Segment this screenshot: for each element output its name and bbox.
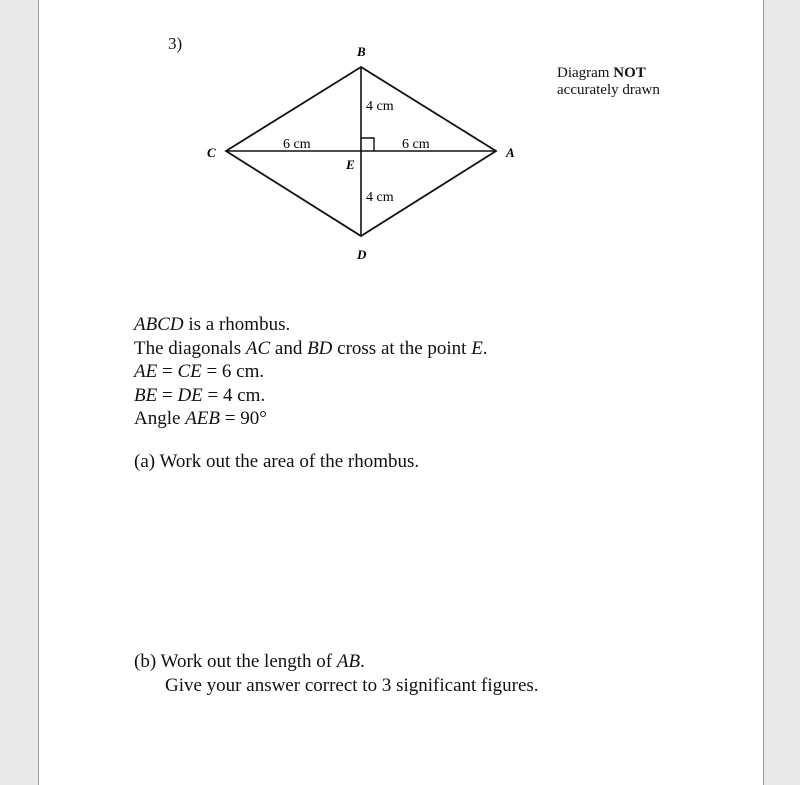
part-a-question: (a) Work out the area of the rhombus.: [134, 451, 420, 472]
diagram-note-line2: accurately drawn: [557, 82, 660, 98]
vertex-label-d: D: [357, 247, 367, 262]
right-angle-marker: [361, 138, 374, 151]
statement-line-2: The diagonals AC and BD cross at the point E.: [134, 337, 488, 359]
question-statement: [134, 313, 488, 431]
statement-line-3: AE = CE = 6 cm.: [134, 361, 265, 382]
question-number: 3): [168, 34, 183, 53]
vertex-label-c: C: [207, 145, 216, 160]
length-label-de: 4 cm: [366, 190, 394, 205]
statement-line-1: ABCD is a rhombus.: [134, 314, 291, 335]
diagram-note-line1: Diagram NOT: [557, 65, 646, 81]
length-label-ce: 6 cm: [283, 137, 311, 152]
worksheet-page: [38, 0, 764, 785]
vertex-label-a: A: [506, 145, 515, 160]
vertex-label-e: E: [346, 157, 355, 172]
length-label-ae: 6 cm: [402, 137, 430, 152]
part-b-line-2: Give your answer correct to 3 significant figures.: [165, 674, 539, 696]
rhombus-diagram: [39, 0, 763, 290]
part-b-line-1: (b) Work out the length of AB.: [134, 651, 365, 672]
part-b-question: [134, 650, 539, 697]
statement-line-4: BE = DE = 4 cm.: [134, 384, 266, 406]
statement-line-5: Angle AEB = 90°: [134, 408, 267, 429]
vertex-label-b: B: [357, 44, 366, 59]
length-label-be: 4 cm: [366, 99, 394, 114]
